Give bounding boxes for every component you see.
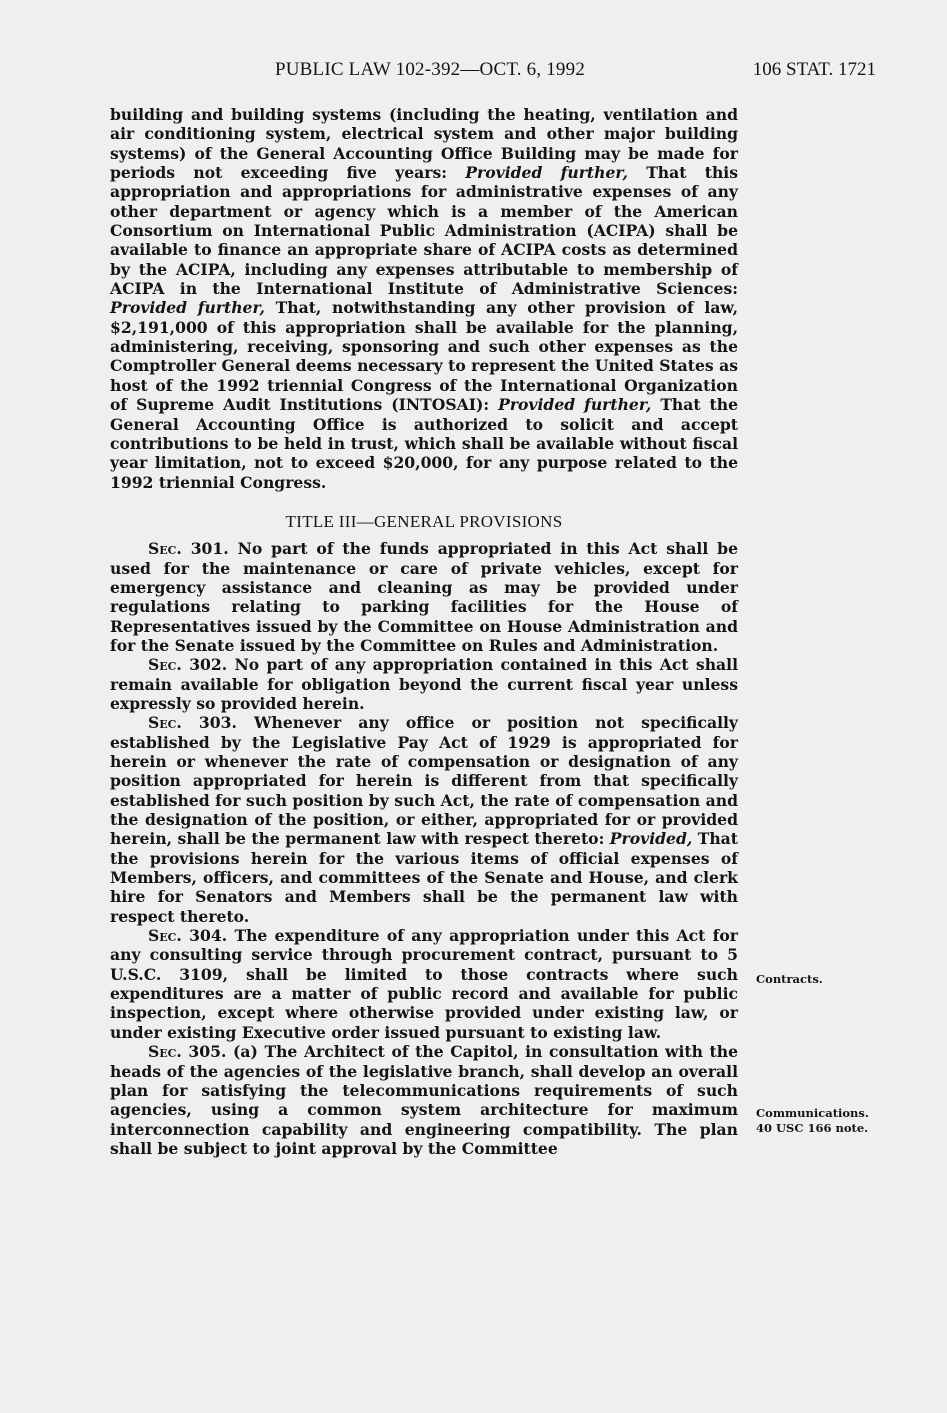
- page-header: [110, 59, 876, 81]
- text-run: That, notwithstanding any other provision of law, $2,191,000 of this appropriation shall be available for the planning, administering, receiving, sponsoring and such other expenses as the Comptroller General deems necessary to represent the United States as host of the 1992 triennial Congress of the International Organization of Supreme Audit Institutions (INTOSAI):: [110, 298, 739, 415]
- section-text: No part of the funds appropriated in this Act shall be used for the maintenance or care of private vehicles, except for emergency assistance and cleaning as may be provided under regulations relating to parking facilities for the House of Representatives issued by the Committee on House Administration and for the Senate issued by the Committee on Rules and Administration.: [110, 539, 738, 655]
- proviso: Provided further,: [465, 163, 628, 183]
- section-label: Sec. 303.: [148, 713, 237, 733]
- proviso: Provided further,: [498, 395, 652, 415]
- paragraph-gao-continuation: [110, 105, 738, 492]
- section-304: [110, 926, 738, 1042]
- section-301: [110, 539, 738, 655]
- margin-note-communications: Communications.: [756, 1106, 869, 1120]
- section-label: Sec. 305.: [148, 1042, 227, 1062]
- margin-note-contracts: Contracts.: [756, 972, 823, 986]
- section-302: [110, 655, 738, 713]
- text-run: building and building systems (including the heating, ventilation and air conditioning system, electrical system and other major building systems) of the General Accounting Office Building may be made for periods not exceeding five years:: [110, 105, 738, 183]
- section-text: That the provisions herein for the various items of official expenses of Members, officers, and committees of the Senate and House, and clerk hire for Senators and Members shall be the permanent law with respect thereto.: [110, 829, 738, 926]
- section-text: The expenditure of any appropriation under this Act for any consulting service through procurement contract, pursuant to 5 U.S.C. 3109, shall be limited to those contracts where such expenditures are a matter of public record and available for public inspection, except where otherwise provided under existing law, or under existing Executive order issued pursuant to existing law.: [110, 926, 738, 1042]
- body-text: [110, 105, 738, 1158]
- section-text: Whenever any office or position not specifically established by the Legislative Pay Act of 1929 is appropriated for herein or whenever the rate of compensation or designation of any position appropriated for herein is different from that specifically established for such position by such Act, the rate of compensation and the designation of the position, or either, appropriated for or provided herein, shall be the permanent law with respect thereto:: [110, 713, 738, 849]
- margin-note-usc: 40 USC 166 note.: [756, 1121, 869, 1135]
- proviso: Provided further,: [110, 298, 265, 318]
- section-text: No part of any appropriation contained in this Act shall remain available for obligation beyond the current fiscal year unless expressly so provided herein.: [110, 655, 738, 713]
- section-text: (a) The Architect of the Capitol, in consultation with the heads of the agencies of the legislative branch, shall develop an overall plan for satisfying the telecommunications requirements of such agencies, using a common system architecture for maximum interconnection capability and engineering compatibility. The plan shall be subject to joint approval by the Committee: [110, 1042, 738, 1158]
- running-head: PUBLIC LAW 102-392—OCT. 6, 1992: [274, 59, 586, 80]
- section-303: [110, 713, 738, 926]
- section-label: Sec. 304.: [148, 926, 228, 946]
- text-run: That the General Accounting Office is authorized to solicit and accept contributions to be held in trust, which shall be available without fiscal year limitation, not to exceed $20,000, for any purpose related to the 1992 triennial Congress.: [110, 395, 739, 492]
- text-run: That this appropriation and appropriations for administrative expenses of any other department or agency which is a member of the American Consortium on International Public Administration (ACIPA) shall be available to finance an appropriate share of ACIPA costs as determined by the ACIPA, including any expenses attributable to membership of ACIPA in the International Institute of Administrative Sciences:: [110, 163, 738, 299]
- section-305: [110, 1042, 738, 1158]
- section-label: Sec. 301.: [148, 539, 229, 559]
- stat-page-number: 106 STAT. 1721: [752, 59, 876, 80]
- title-heading: TITLE III—GENERAL PROVISIONS: [285, 511, 563, 531]
- proviso: Provided,: [609, 829, 693, 849]
- section-label: Sec. 302.: [148, 655, 228, 675]
